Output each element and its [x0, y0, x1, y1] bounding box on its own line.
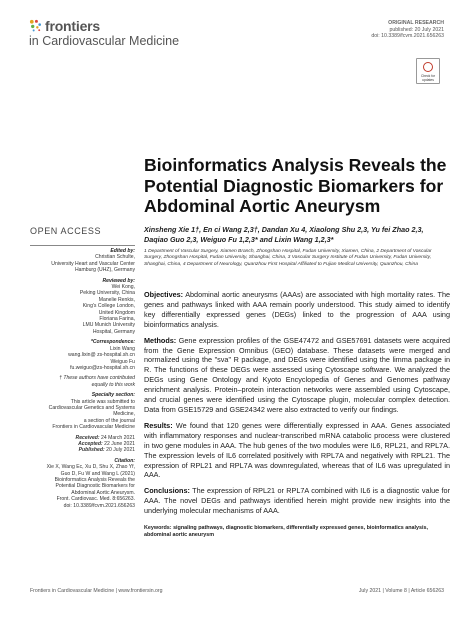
journal-name: in Cardiovascular Medicine — [29, 34, 180, 48]
equal-contribution-note: † These authors have contributed equally to this work — [59, 375, 135, 388]
article-title: Bioinformatics Analysis Reveals the Potential Diagnostic Biomarkers for Abdominal Aortic Aneurysm — [144, 155, 447, 216]
editor-line: Christian Schulte, — [95, 254, 135, 261]
abstract-objectives: Objectives: Abdominal aortic aneurysms (AAAs) are associated with high mortality rates. The genes and pathways linked with AAA remain poorly understood. This study aimed to identify key differentially expressed genes (DEGs) linked to the progression of AAA using bioinformatics analysis. — [144, 290, 451, 329]
sidebar-divider — [30, 245, 135, 246]
reviewed-by — [30, 278, 135, 336]
journal-logo — [29, 18, 219, 52]
keywords: Keywords: signaling pathways, diagnostic biomarkers, differentially expressed genes, bioinformatics analysis, abdominal aortic aneurysm — [144, 525, 429, 538]
reviewer-line: Wei Kong, — [111, 284, 135, 291]
accepted-date: Accepted: 22 June 2021 — [78, 440, 135, 447]
footer-journal[interactable]: Frontiers in Cardiovascular Medicine | www.frontiersin.org — [30, 588, 163, 594]
correspondence-email[interactable]: wang.lixin@ zs-hospital.sh.cn — [68, 352, 135, 359]
received-date: Received: 24 March 2021 — [75, 434, 135, 441]
article-doi[interactable]: doi: 10.3389/fcvm.2021.656263 — [371, 33, 444, 40]
abstract — [144, 290, 450, 539]
correspondence-label: *Correspondence: — [90, 339, 135, 346]
published-date: published: 20 July 2021 — [389, 26, 444, 33]
correspondence-line: Weiguo Fu — [110, 358, 135, 365]
editor-line: University Heart and Vascular Center — [51, 260, 135, 267]
edited-by-label: Edited by: — [110, 248, 135, 254]
published-date-side: Published: 20 July 2021 — [78, 447, 135, 454]
publisher-name: frontiers — [45, 18, 100, 34]
reviewer-line: Hospital, Germany — [92, 328, 135, 335]
correspondence — [30, 339, 135, 371]
check-for-updates-badge[interactable] — [416, 58, 440, 84]
reviewer-line: LMU Munich University — [82, 322, 135, 329]
check-updates-icon — [423, 62, 433, 72]
dates — [30, 435, 135, 454]
citation-label: Citation: — [114, 457, 135, 464]
check-updates-label-1: Check for — [420, 74, 436, 78]
open-access-label: OPEN ACCESS — [30, 226, 102, 236]
abstract-methods: Methods: Gene expression profiles of the GSE47472 and GSE57691 datasets were acquired from the Gene Expression Omnibus (GEO) database. These datasets were merged and normalized using the "sva" R package, and DEGs were identified using the limma package in R. The functions of these DEGs were assessed using Cytoscape software. We analyzed the DEGs using Gene Ontology and Kyoto Encyclopedia of Genes and Genomes pathway enrichment analysis. Protein–protein interaction networks were assembled using Cytoscape, and crucial genes were identified using the Cytoscape plugin, molecular complex detection. Data from GSE15729 and GSE24342 were also extracted to verify our findings. — [144, 335, 451, 414]
article-type: ORIGINAL RESEARCH — [388, 20, 444, 26]
correspondence-email[interactable]: fu.weiguo@zs-hospital.sh.cn — [70, 364, 135, 371]
affiliations: 1 Department of Vascular Surgery, Xiamen Branch, Zhongshan Hospital, Fudan University, Xiamen, China, 2 Department of Vascular Surgery, Zhongshan Hospital, Fudan University, Shanghai, China, 3 Vascular Surgery Institute of Fudan University, Fudan University, Shanghai, China, 4 Department of Neurology, Quanzhou First Hospital Affiliated to Fujian Medical University, Quanzhou, China — [144, 249, 432, 267]
citation: Citation: Xie X, Wang Ec, Xu D, Shu X, Zhao Yf, Guo D, Fu W and Wang L (2021) Bioinformatics Analysis Reveals the Potential Diagnostic Biomarkers for Abdominal Aortic Aneurysm. Front. Cardiovasc. Med. 8:656263. doi: 10.3389/fcvm.2021.656263 — [30, 458, 135, 509]
check-updates-label-2: updates — [422, 77, 434, 82]
abstract-conclusions: Conclusions: The expression of RPL21 or RPL7A combined with IL6 is a diagnostic value for AAA. The novel DEGs and pathways identified herein might provide new insights into the underlying molecular mechanisms of AAA. — [144, 486, 450, 516]
correspondence-line: Lixin Wang — [109, 345, 135, 352]
author-list: Xinsheng Xie 1†, En ci Wang 2,3†, Dandan Xu 4, Xiaolong Shu 2,3, Yu fei Zhao 2,3, Daqiao Guo 2,3, Weiguo Fu 1,2,3* and Lixin Wang 1,2,3* — [144, 225, 424, 244]
specialty-label: Specialty section: — [91, 392, 135, 399]
sidebar — [30, 226, 135, 509]
reviewer-line: Manelie Renkis, — [98, 296, 135, 303]
article-meta — [371, 20, 444, 40]
edited-by — [30, 248, 135, 274]
reviewer-line: Floriana Farina, — [99, 316, 135, 323]
reviewer-line: Peking University, China — [79, 290, 135, 297]
reviewer-line: United Kingdom — [98, 309, 135, 316]
editor-line: Hamburg (UHZ), Germany — [74, 267, 135, 274]
frontiers-logo-icon — [29, 19, 42, 32]
footer-volume: July 2021 | Volume 8 | Article 656263 — [358, 588, 444, 594]
reviewer-line: King's College London, — [82, 303, 135, 310]
reviewed-by-label: Reviewed by: — [102, 277, 135, 284]
abstract-results: Results: We found that 120 genes were differentially expressed in AAA. Genes associated with inflammatory responses and nuclear-transcribed mRNA catabolic process were clustered in two gene modules in AAA. The hub genes of the two modules were IL6, RPL21, and RPL7A. The expression levels of IL6 correlated positively with RPL7A and negatively with RPL21. The expression of RPL21 and RPL7A was downregulated, whereas that of IL6 was upregulated in AAA. — [144, 420, 451, 480]
specialty-section: Specialty section: This article was submitted to Cardiovascular Genetics and Systems Medicine, a section of the journal Frontiers in Cardiovascular Medicine — [30, 392, 135, 430]
